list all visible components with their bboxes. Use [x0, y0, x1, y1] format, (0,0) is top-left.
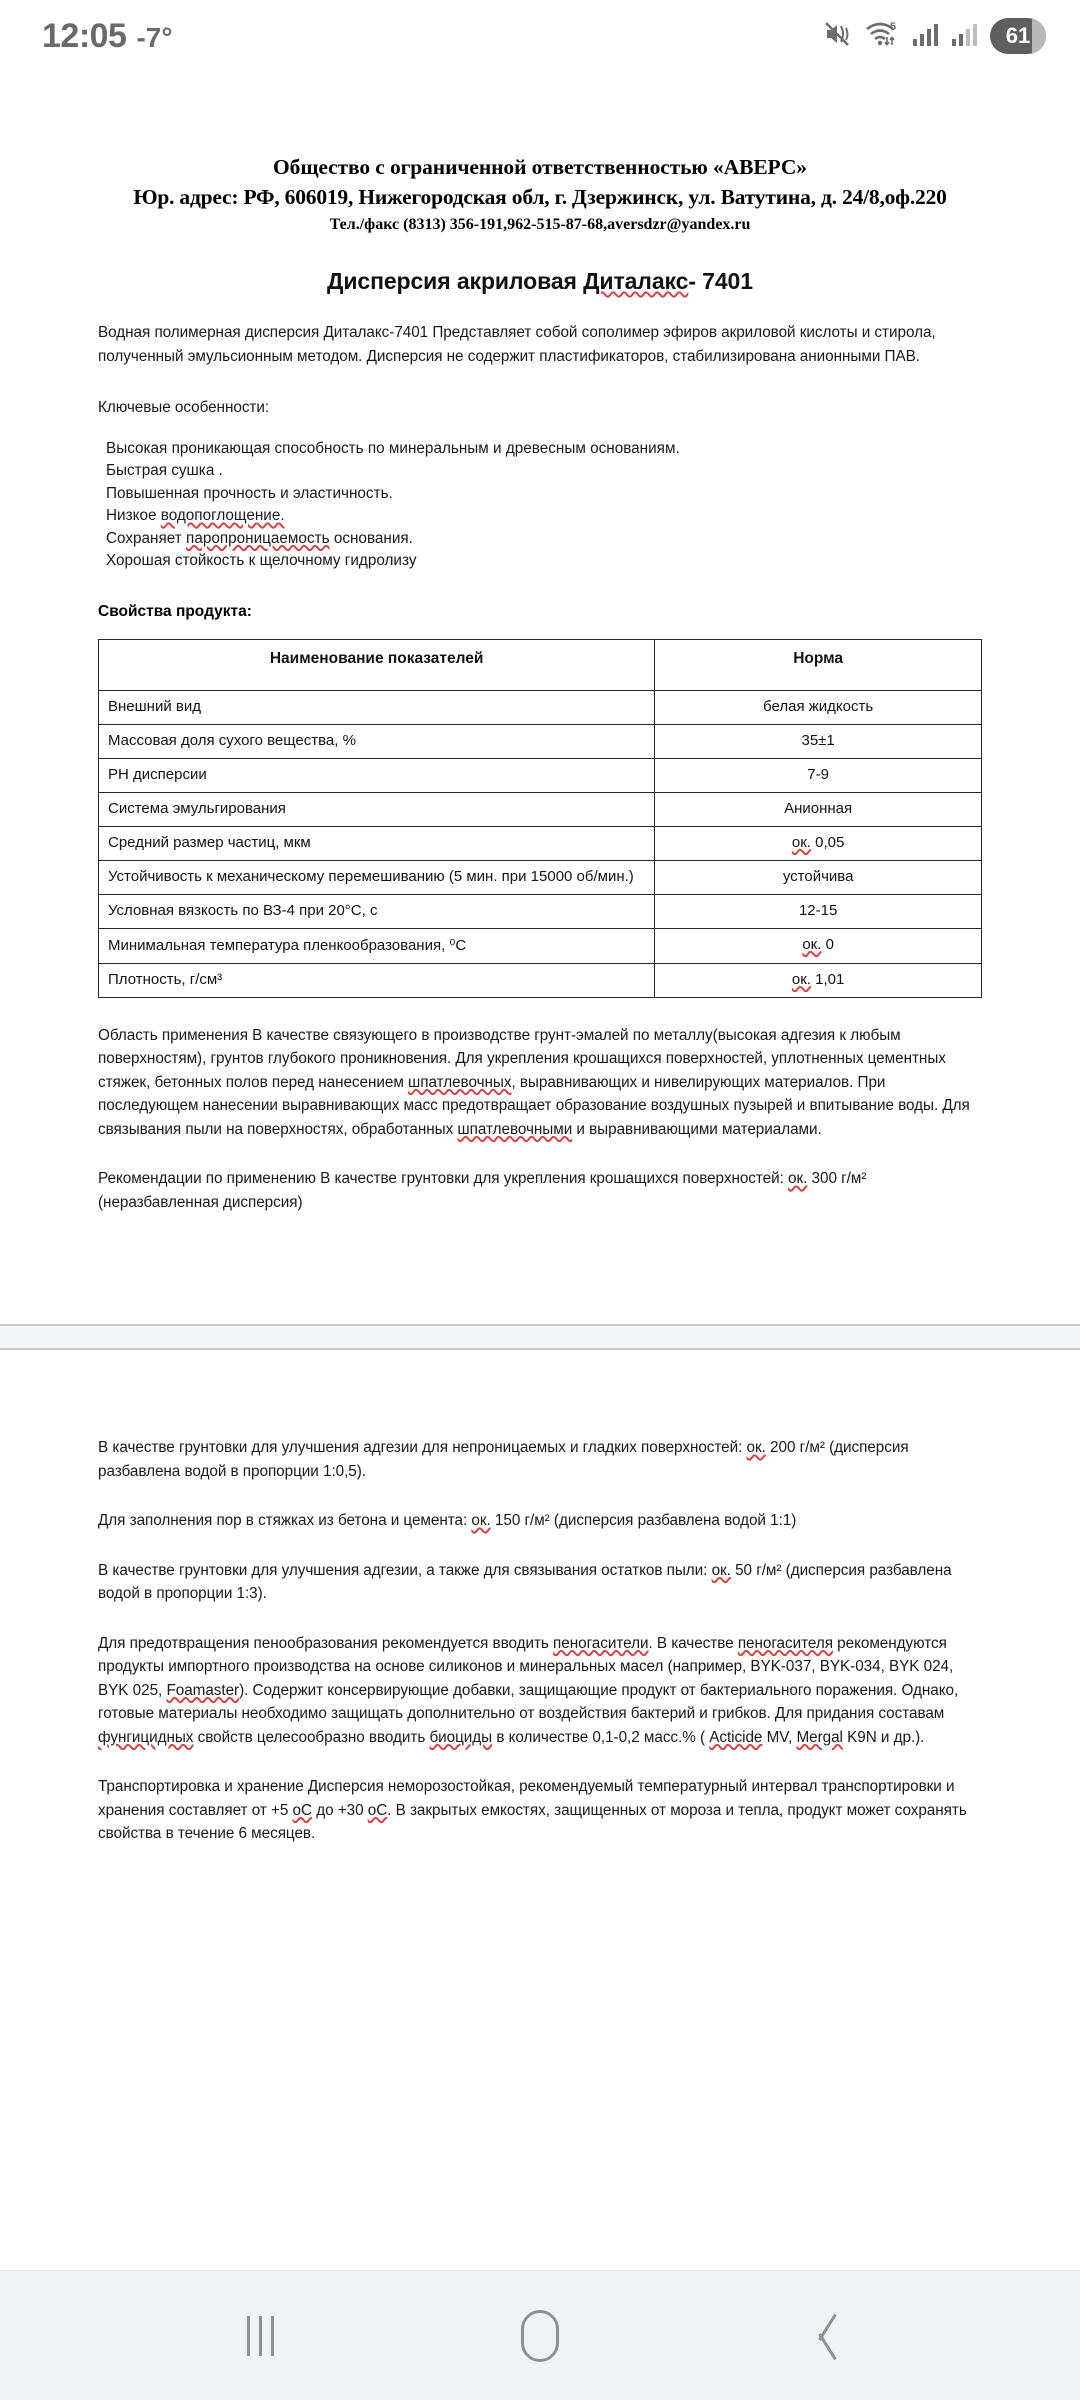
page-break-divider	[0, 1324, 1080, 1350]
table-row	[99, 826, 982, 860]
p2-sq-3: ок.	[711, 1561, 731, 1579]
page2-paragraph-2	[98, 1509, 982, 1533]
p2-text-3b: 50 г/м² (дисперсия разбавлена водой в пропорции 1:3).	[98, 1561, 952, 1602]
battery-percent: 61	[1005, 23, 1031, 48]
title-product: Диталакс	[583, 268, 689, 294]
application-text-1: Область применения В качестве связующего в производстве грунт-эмалей по металлу(высокая адгезия к любым поверхностям), грунтов глубокого проникновения. Для укрепления крошащихся поверхностей, уплотненных цементных стяжек, бетонных полов перед нанесением	[98, 1026, 946, 1091]
clock: 12:05	[42, 16, 127, 55]
wifi-icon	[865, 20, 901, 53]
recommendations-text-2: 300 г/м² (неразбавленная дисперсия)	[98, 1170, 867, 1211]
p2-text-3a: В качестве грунтовки для улучшения адгезии, а также для связывания остатков пыли:	[98, 1561, 712, 1579]
cell-value-text: устойчива	[782, 867, 854, 885]
column-header-norm: Норма	[655, 639, 982, 690]
p2-sq-2: ок.	[471, 1512, 491, 1529]
list-item	[106, 460, 982, 483]
document-page-1	[0, 72, 1080, 1310]
p2-sq-4a: пеногасители	[553, 1634, 649, 1652]
recommendations-paragraph	[98, 1167, 982, 1214]
mute-vibrate-icon	[824, 21, 854, 52]
cell-name: РН дисперсии	[99, 758, 655, 792]
signal-icon-1	[912, 21, 940, 52]
application-sq-2: шпатлевочными	[457, 1120, 573, 1138]
back-button[interactable]	[760, 2276, 880, 2396]
document-page-2	[0, 1350, 1080, 1846]
cell-value-text: 7-9	[807, 765, 829, 783]
cell-name: Плотность, г/см³	[99, 963, 655, 997]
application-paragraph	[98, 1024, 982, 1142]
document-viewer[interactable]	[0, 72, 1080, 2270]
cell-value	[655, 758, 982, 792]
recommendations-text-1: Рекомендации по применению В качестве грунтовки для укрепления крошащихся поверхностей:	[98, 1170, 789, 1187]
p2-text-2b: 150 г/м² (дисперсия разбавлена водой 1:1)	[490, 1512, 797, 1529]
column-header-name: Наименование показателей	[99, 639, 655, 690]
properties-table	[98, 639, 982, 998]
company-name: Общество с ограниченной ответственностью «АВЕРС»	[273, 155, 807, 179]
recents-icon	[247, 2316, 274, 2356]
p2-text-2a: Для заполнения пор в стяжках из бетона и цемента:	[98, 1512, 472, 1529]
cell-name: Внешний вид	[99, 690, 655, 724]
cell-value	[655, 724, 982, 758]
feature-text: Быстрая сушка .	[106, 462, 223, 479]
p2-text-1b: 200 г/м² (дисперсия разбавлена водой в пропорции 1:0,5).	[98, 1439, 909, 1480]
signal-icon-2	[951, 21, 979, 52]
p2-text-4h: K9N и др.).	[842, 1728, 925, 1746]
cell-value	[655, 826, 982, 860]
recents-button[interactable]	[200, 2276, 320, 2396]
application-text-3: и выравнивающими материалами.	[572, 1120, 822, 1138]
android-navigation-bar	[0, 2270, 1080, 2400]
home-icon	[521, 2310, 559, 2362]
p2-sq-1: ок.	[746, 1439, 766, 1456]
feature-text-post: основания.	[329, 529, 413, 547]
cell-value-sq: ок.	[791, 970, 811, 988]
p2-text-5b: до +30	[312, 1801, 368, 1819]
p2-text-4g: MV,	[762, 1728, 797, 1746]
cell-name: Массовая доля сухого вещества, %	[99, 724, 655, 758]
title-suffix: - 7401	[688, 268, 753, 294]
cell-name: Условная вязкость по ВЗ-4 при 20°С, с	[99, 894, 655, 928]
p2-sq-4b: пеногасителя	[737, 1634, 833, 1652]
p2-text-4a: Для предотвращения пенообразования рекомендуется вводить	[98, 1634, 554, 1652]
feature-text-sq: паропроницаемость	[186, 529, 330, 547]
recommendations-sq-1: ок.	[788, 1170, 808, 1187]
cell-name: Минимальная температура пленкообразования, ⁰С	[99, 928, 655, 963]
p2-sq-5b: оС	[367, 1801, 388, 1819]
p2-sq-5a: оС	[292, 1801, 312, 1819]
cell-value	[655, 963, 982, 997]
battery-icon	[990, 18, 1046, 54]
cell-value-text: 0	[821, 935, 834, 953]
cell-value-text: Анионная	[784, 799, 853, 817]
table-row	[99, 690, 982, 724]
status-bar	[0, 0, 1080, 72]
p2-text-4c: рекомендуются продукты импортного производства на основе силиконов и минеральных масел (например, BYK-037, BYK-034, BYK 024, BYK 025,	[98, 1634, 954, 1699]
p2-text-4f: в количестве 0,1-0,2 масс.% (	[492, 1728, 710, 1746]
cell-value	[655, 894, 982, 928]
table-row	[99, 724, 982, 758]
feature-text: Сохраняет	[106, 529, 187, 547]
cell-value-text: 12-15	[798, 901, 838, 919]
p2-text-4e: свойств целесообразно вводить	[193, 1728, 430, 1746]
feature-text: Высокая проникающая способность по минеральным и древесным основаниям.	[106, 439, 680, 457]
back-chevron-icon	[805, 2312, 835, 2360]
title-prefix: Дисперсия акриловая	[327, 268, 584, 294]
status-bar-left	[42, 17, 173, 56]
cell-value-sq: ок.	[791, 833, 811, 851]
list-item	[106, 438, 982, 461]
cell-value-text: белая жидкость	[763, 697, 874, 715]
list-item	[106, 505, 982, 528]
page-title	[98, 268, 982, 295]
properties-label: Свойства продукта:	[98, 602, 252, 620]
table-row	[99, 928, 982, 963]
list-item	[106, 528, 982, 551]
page2-paragraph-1	[98, 1436, 982, 1483]
cell-name: Устойчивость к механическому перемешиванию (5 мин. при 15000 об/мин.)	[99, 860, 655, 894]
cell-value-text: 1,01	[810, 970, 845, 988]
cell-value-text: 0,05	[810, 833, 845, 851]
cell-value	[655, 690, 982, 724]
feature-text: Низкое	[106, 507, 161, 524]
p2-sq-4e: биоциды	[429, 1728, 493, 1746]
cell-value	[655, 792, 982, 826]
intro-paragraph: Водная полимерная дисперсия Диталакс-7401 Представляет собой сополимер эфиров акриловой кислоты и стирола, полученный эмульсионным методом. Дисперсия не содержит пластификаторов, стабилизирована анионными ПАВ.	[98, 324, 936, 365]
feature-text: Хорошая стойкость к щелочному гидролизу	[106, 552, 417, 569]
cell-value	[655, 928, 982, 963]
company-address: Юр. адрес: РФ, 606019, Нижегородская обл, г. Дзержинск, ул. Ватутина, д. 24/8,оф.220	[133, 185, 947, 209]
cell-value-text: 35±1	[801, 731, 835, 749]
home-button[interactable]	[480, 2276, 600, 2396]
cell-value	[655, 860, 982, 894]
table-row	[99, 894, 982, 928]
p2-text-5a: Транспортировка и хранение Дисперсия неморозостойкая, рекомендуемый температурный интервал транспортировки и хранения составляет от +5	[98, 1778, 955, 1819]
table-row	[99, 963, 982, 997]
company-header	[98, 72, 982, 238]
status-bar-right	[824, 18, 1046, 54]
p2-sq-4g: Mergal	[796, 1728, 843, 1746]
p2-text-4d: ). Содержит консервирующие добавки, защищающие продукт от бактериального поражения. Однако, готовые материалы необходимо защищать дополнительно от воздействия бактерий и грибков. Для придания составам	[98, 1681, 959, 1722]
list-item	[106, 483, 982, 506]
feature-text-sq: водопоглощение.	[160, 507, 285, 524]
svg-text:5: 5	[890, 20, 897, 33]
cell-value-sq: ок.	[802, 935, 822, 953]
cell-name: Система эмульгирования	[99, 792, 655, 826]
list-item	[106, 550, 982, 573]
p2-text-4b: . В качестве	[648, 1634, 738, 1652]
page2-paragraph-5	[98, 1775, 982, 1846]
features-label: Ключевые особенности:	[98, 399, 270, 416]
p2-sq-4f: Acticide	[709, 1728, 763, 1746]
table-row	[99, 792, 982, 826]
table-row	[99, 860, 982, 894]
application-sq-1: шпатлевочных	[408, 1073, 512, 1091]
p2-text-1a: В качестве грунтовки для улучшения адгезии для непроницаемых и гладких поверхностей:	[98, 1439, 747, 1456]
cell-name: Средний размер частиц, мкм	[99, 826, 655, 860]
page2-paragraph-3	[98, 1559, 982, 1606]
table-header-row	[99, 639, 982, 690]
company-contacts: Тел./факс (8313) 356-191,962-515-87-68,aversdzr@yandex.ru	[329, 216, 751, 233]
table-row	[99, 758, 982, 792]
p2-sq-4d: фунгицидных	[98, 1728, 194, 1746]
temperature: -7°	[136, 21, 173, 53]
p2-text-5c: . В закрытых емкостях, защищенных от мороза и тепла, продукт может сохранять свойства в течение 6 месяцев.	[98, 1801, 967, 1842]
p2-sq-4c: Foamaster	[166, 1681, 240, 1699]
page2-paragraph-4	[98, 1632, 982, 1750]
application-text-2: , выравнивающих и нивелирующих материалов. При последующем нанесении выравнивающих масс предотвращает образование воздушных пузырей и впитывание воды. Для связывания пыли на поверхностях, обработанных	[98, 1073, 970, 1138]
features-list	[98, 438, 982, 573]
feature-text: Повышенная прочность и эластичность.	[106, 484, 393, 502]
